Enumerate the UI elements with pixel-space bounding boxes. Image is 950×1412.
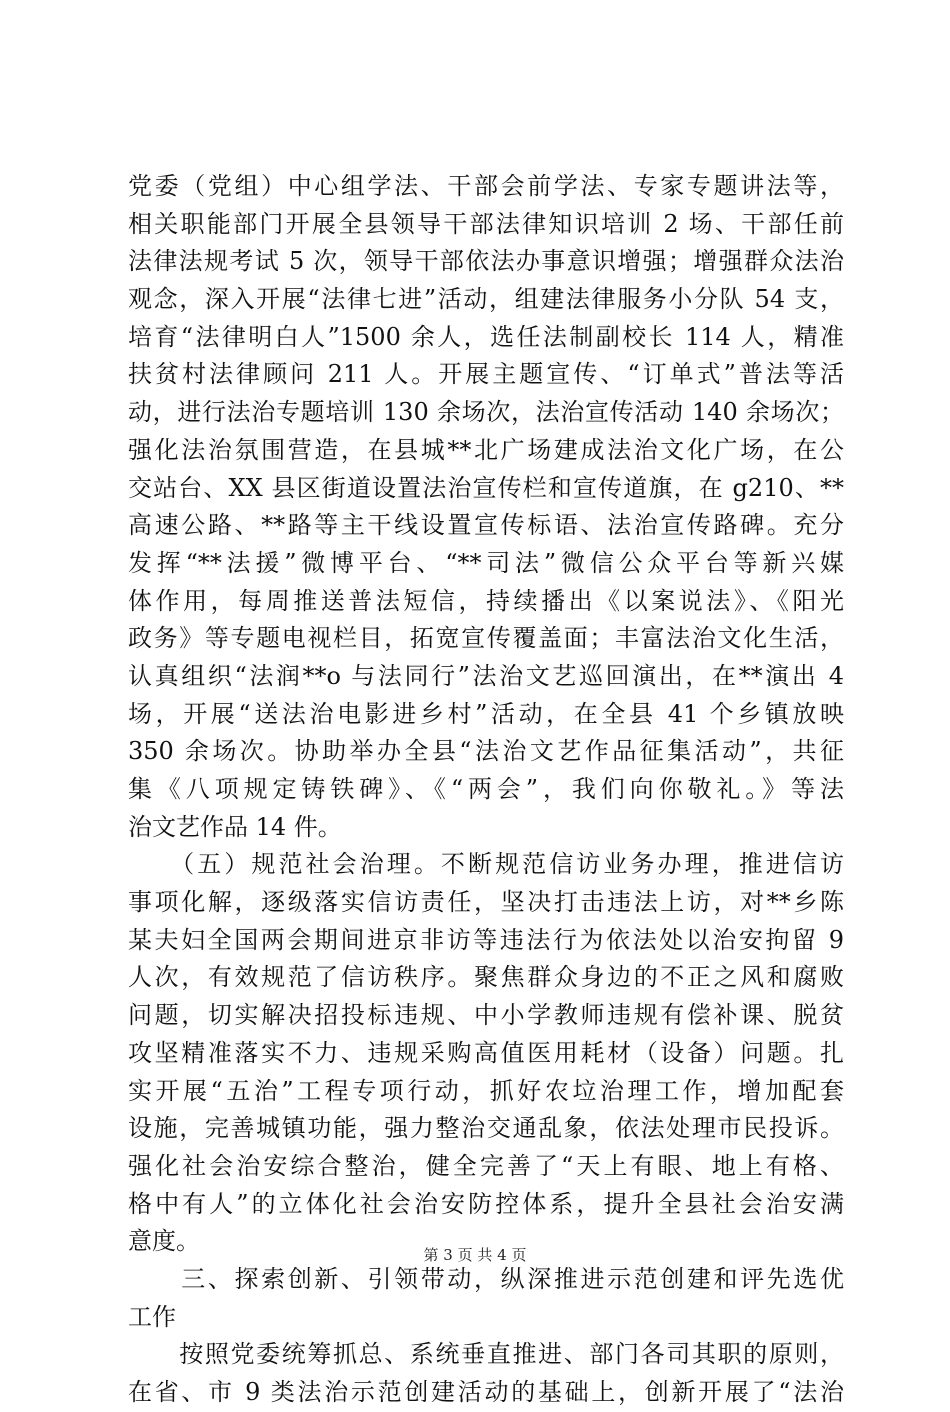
text-line: 培育“法律明白人”1500 余人，选任法制副校长 114 人，精准 (128, 322, 844, 351)
text-line: 法律法规考试 5 次，领导干部依法办事意识增强；增强群众法治 (128, 247, 844, 276)
text-line: 三、探索创新、引领带动，纵深推进示范创建和评先选优 (128, 1264, 844, 1293)
text-line: 场，开展“送法治电影进乡村”活动，在全县 41 个乡镇放映 (128, 699, 844, 728)
text-line: 350 余场次。协助举办全县“法治文艺作品征集活动”，共征 (128, 737, 844, 766)
text-line: 动，进行法治专题培训 130 余场次，法治宣传活动 140 余场次； (128, 398, 844, 427)
text-line: 集《八项规定铸铁碑》、《“两会”，我们向你敬礼。》等法 (128, 775, 844, 803)
text-line: 某夫妇全国两会期间进京非访等违法行为依法处以治安拘留 9 (128, 925, 844, 954)
text-line: 相关职能部门开展全县领导干部法律知识培训 2 场、干部任前 (128, 209, 844, 238)
text-line: 发挥“**法援”微博平台、“**司法”微信公众平台等新兴媒 (128, 548, 844, 577)
text-line: 设施，完善城镇功能，强力整治交通乱象，依法处理市民投诉。 (128, 1114, 844, 1143)
text-line: 体作用，每周推送普法短信，持续播出《以案说法》、《阳光 (128, 586, 844, 615)
text-line: 扶贫村法律顾问 211 人。开展主题宣传、“订单式”普法等活 (128, 360, 844, 389)
text-line: 人次，有效规范了信访秩序。聚焦群众身边的不正之风和腐败 (128, 963, 844, 992)
text-line: 高速公路、**路等主干线设置宣传标语、法治宣传路碑。充分 (128, 511, 844, 540)
page-footer: 第 3 页 共 4 页 (423, 1246, 527, 1264)
text-line: （五）规范社会治理。不断规范信访业务办理，推进信访 (128, 850, 844, 879)
body-text (128, 168, 844, 1412)
text-line: 实开展“五治”工程专项行动，抓好农垃治理工作，增加配套 (128, 1076, 844, 1105)
text-line: 格中有人”的立体化社会治安防控体系，提升全县社会治安满 (128, 1189, 844, 1218)
text-line: 问题，切实解决招投标违规、中小学教师违规有偿补课、脱贫 (128, 1001, 844, 1030)
text-line: 强化社会治安综合整治，健全完善了“天上有眼、地上有格、 (128, 1151, 844, 1180)
text-line: 治文艺作品 14 件。 (128, 812, 342, 841)
text-line: 交站台、XX 县区街道设置法治宣传栏和宣传道旗，在 g210、** (128, 473, 844, 502)
text-line: 观念，深入开展“法律七进”活动，组建法律服务小分队 54 支， (128, 285, 844, 314)
text-line: 政务》等专题电视栏目，拓宽宣传覆盖面；丰富法治文化生活， (128, 624, 844, 653)
text-line: 强化法治氛围营造，在县城**北广场建成法治文化广场，在公 (128, 435, 844, 464)
text-line: 按照党委统筹抓总、系统垂直推进、部门各司其职的原则， (128, 1340, 844, 1369)
text-line: 认真组织“法润**o 与法同行”法治文艺巡回演出，在**演出 4 (128, 661, 844, 690)
text-line: 工作 (128, 1302, 176, 1331)
text-line: 攻坚精准落实不力、违规采购高值医用耗材（设备）问题。扎 (128, 1038, 844, 1067)
text-line: 事项化解，逐级落实信访责任，坚决打击违法上访，对**乡陈 (128, 888, 844, 917)
text-line: 在省、市 9 类法治示范创建活动的基础上，创新开展了“法治 (128, 1378, 844, 1406)
text-line: 意度。 (128, 1227, 200, 1256)
text-line: 党委（党组）中心组学法、干部会前学法、专家专题讲法等， (128, 172, 844, 200)
